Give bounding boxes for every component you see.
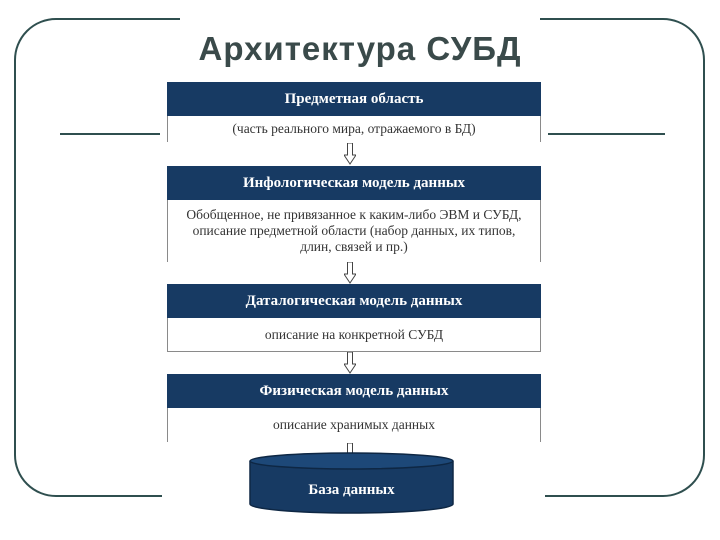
level-description-physical-model: описание хранимых данных: [167, 408, 541, 442]
frame-gap: [180, 10, 540, 28]
down-arrow-icon: [344, 143, 356, 165]
down-arrow-icon: [344, 262, 356, 284]
slide-title: Архитектура СУБД: [198, 30, 522, 67]
divider-left: [60, 133, 160, 135]
level-description-infological-model: Обобщенное, не привязанное к каким-либо ЭВМ и СУБД, описание предметной области (набор данных, их типов, длин, связей и пр.): [167, 200, 541, 262]
level-header-datalogical-model: Даталогическая модель данных: [167, 284, 541, 318]
level-header-physical-model: Физическая модель данных: [167, 374, 541, 408]
level-header-subject-area: Предметная область: [167, 82, 541, 116]
level-description-subject-area: (часть реального мира, отражаемого в БД): [167, 116, 541, 142]
down-arrow-icon: [344, 352, 356, 374]
level-description-datalogical-model: описание на конкретной СУБД: [167, 318, 541, 352]
divider-right: [548, 133, 665, 135]
level-header-infological-model: Инфологическая модель данных: [167, 166, 541, 200]
database-label: База данных: [308, 482, 395, 498]
